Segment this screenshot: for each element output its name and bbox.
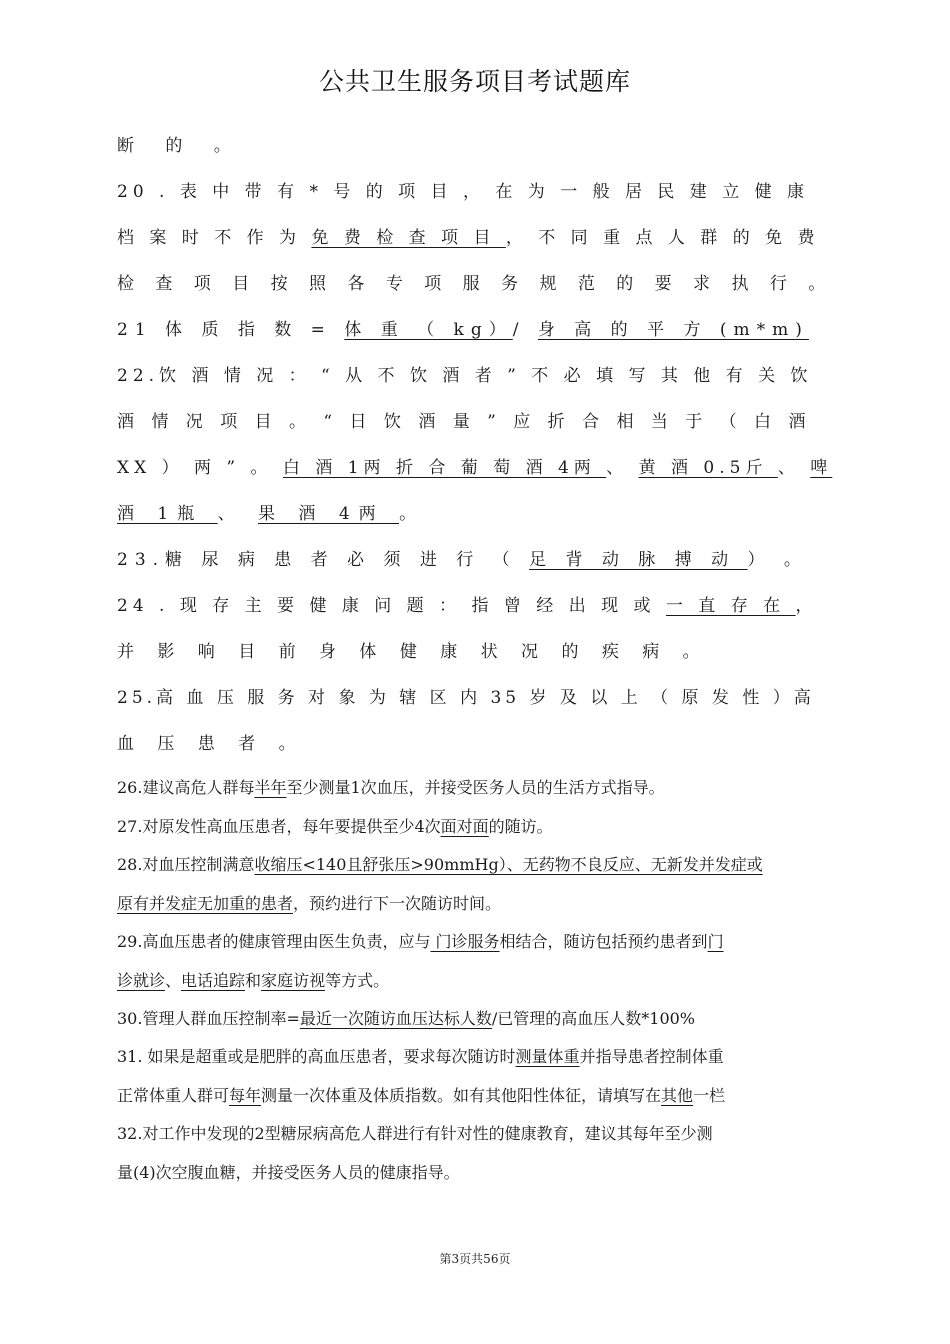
text-line: 断 的 。 (117, 136, 244, 156)
answer-underline: 电话追踪 (181, 971, 246, 990)
answer-underline: 足 背 动 脉 搏 动 (529, 550, 748, 570)
text-line: 检 查 项 目 按 照 各 专 项 服 务 规 范 的 要 求 执 行 。 (117, 274, 834, 294)
answer-underline: 其他 (661, 1086, 694, 1105)
answer-underline: 门 (707, 932, 724, 951)
answer-underline: 门诊服务 (430, 932, 500, 951)
answer-underline: 白 酒 1两 折 合 葡 萄 酒 4两 (282, 458, 607, 478)
text-line: 32.对工作中发现的2型糖尿病高危人群进行有针对性的健康教育，建议其每年至少测 (117, 1124, 713, 1143)
answer-underline: 家庭访视 (261, 971, 326, 990)
text-line: 28.对血压控制满意收缩压<140且舒张压>90mmHg）、无药物不良反应、无新发并发症或 (117, 855, 763, 874)
text-line: 26.建议高危人群每半年至少测量1次血压，并接受医务人员的生活方式指导。 (117, 778, 665, 797)
answer-underline: 测量体重 (515, 1047, 580, 1066)
text-line: 并 影 响 目 前 身 体 健 康 状 况 的 疾 病 。 (117, 642, 709, 662)
answer-underline: 面对面 (440, 817, 489, 836)
answer-underline: 酒 1瓶 (117, 504, 218, 524)
text-line: 档 案 时 不 作 为 免 费 检 查 项 目 ， 不 同 重 点 人 群 的 免 费 (117, 228, 820, 248)
answer-underline: 果 酒 4两 (258, 504, 400, 524)
text-line: 正常体重人群可每年测量一次体重及体质指数。如有其他阳性体征，请填写在其他一栏 (117, 1086, 726, 1105)
text-line: 27.对原发性高血压患者，每年要提供至少4次面对面的随访。 (117, 817, 553, 836)
text-line: 22.饮 酒 情 况 ： “ 从 不 饮 酒 者 ” 不 必 填 写 其 他 有 关 饮 (117, 366, 813, 386)
answer-underline: 啤 (810, 458, 833, 478)
answer-underline: 最近一次随访血压达标人数 (299, 1009, 492, 1028)
answer-underline: 收缩压<140且舒张压>90mmHg）、无药物不良反应、无新发并发症或 (254, 855, 763, 874)
text-line: 诊就诊、电话追踪和家庭访视等方式。 (117, 971, 390, 990)
answer-underline: 半年 (254, 778, 287, 797)
answer-underline: 免 费 检 查 项 目 (311, 228, 506, 248)
page-number-footer: 第3页共56页 (439, 1252, 511, 1266)
text-line: 21 体 质 指 数 = 体 重 （ kg）/ 身 高 的 平 方 (m*m) (117, 320, 809, 340)
text-line: 血 压 患 者 。 (117, 734, 305, 754)
answer-underline: 身 高 的 平 方 (m*m) (537, 320, 809, 340)
text-line: 量(4)次空腹血糖，并接受医务人员的健康指导。 (117, 1163, 460, 1182)
answer-underline: 一 直 存 在 (665, 596, 796, 616)
text-line: 原有并发症无加重的患者，预约进行下一次随访时间。 (117, 894, 502, 913)
text-line: 20 . 表 中 带 有 * 号 的 项 目 ， 在 为 一 般 居 民 建 立 健 康 (117, 182, 810, 202)
answer-underline: 体 重 （ kg） (344, 320, 513, 340)
text-line: 25.高 血 压 服 务 对 象 为 辖 区 内 35 岁 及 以 上 （ 原 发 性 ）高 (117, 688, 815, 708)
answer-underline: 黄 酒 0.5斤 (638, 458, 778, 478)
text-line: 24 . 现 存 主 要 健 康 问 题 ： 指 曾 经 出 现 或 一 直 存 在 ， (117, 596, 818, 616)
text-line: 23.糖 尿 病 患 者 必 须 进 行 （ 足 背 动 脉 搏 动 ） 。 (117, 550, 808, 570)
answer-underline: 每年 (229, 1086, 262, 1105)
page-header-title: 公共卫生服务项目考试题库 (318, 67, 631, 96)
text-line: 29.高血压患者的健康管理由医生负责，应与 门诊服务相结合，随访包括预约患者到门 (117, 932, 724, 951)
text-line: 酒 1瓶 、 果 酒 4两 。 (117, 504, 426, 524)
text-line: 30.管理人群血压控制率=最近一次随访血压达标人数/已管理的高血压人数*100% (117, 1009, 696, 1028)
text-line: 酒 情 况 项 目 。 “ 日 饮 酒 量 ” 应 折 合 相 当 于 （ 白 酒 (117, 412, 812, 432)
answer-underline: 原有并发症无加重的患者 (117, 894, 294, 913)
text-line: 31. 如果是超重或是肥胖的高血压患者，要求每次随访时测量体重并指导患者控制体重 (117, 1047, 724, 1066)
text-line: XX ） 两 ” 。 白 酒 1两 折 合 葡 萄 酒 4两 、 黄 酒 0.5斤 、 啤 (117, 458, 833, 478)
answer-underline: 诊就诊 (117, 971, 166, 990)
